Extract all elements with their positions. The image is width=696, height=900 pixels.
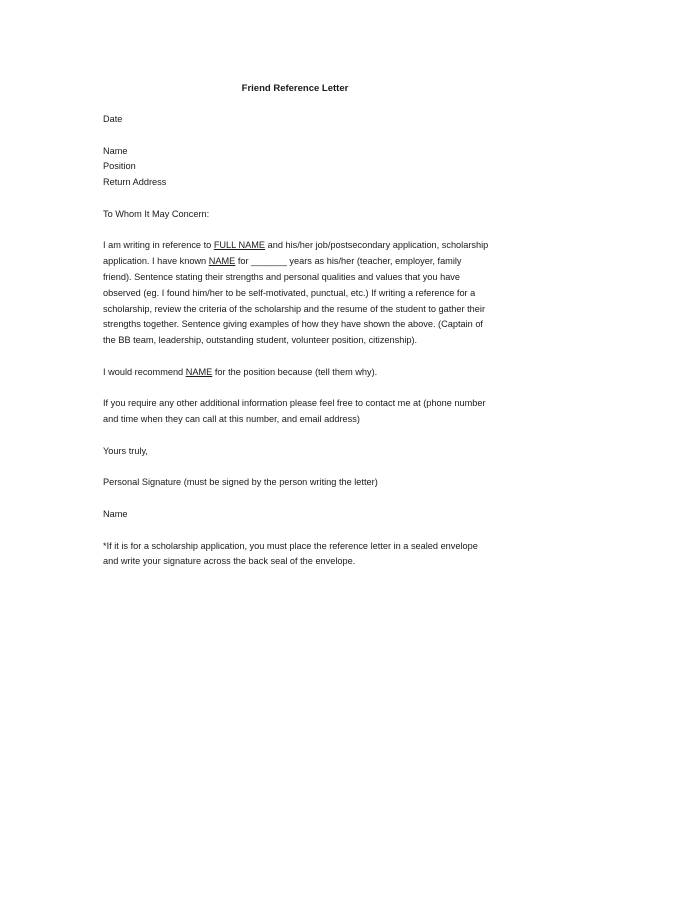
recipient-position: Position	[103, 161, 136, 172]
paragraph-line: and time when they can call at this number, and email address)	[103, 414, 360, 425]
letter-body	[103, 112, 503, 586]
recipient-block	[103, 144, 503, 191]
paragraph-line: the BB team, leadership, outstanding student, volunteer position, citizenship).	[103, 335, 418, 346]
paragraph-recommendation	[103, 365, 503, 381]
signer-name: Name	[103, 508, 128, 519]
paragraph-contact	[103, 396, 503, 428]
return-address: Return Address	[103, 177, 167, 188]
text-run: for _______ years as his/her (teacher, employer, family	[235, 256, 462, 267]
paragraph-line: If you require any other additional information please feel free to contact me at (phone number	[103, 398, 486, 409]
text-run: and his/her job/postsecondary application, scholarship	[265, 240, 489, 251]
letter-title: Friend Reference Letter	[241, 83, 349, 94]
paragraph-line: scholarship, review the criteria of the scholarship and the resume of the student to gather their	[103, 303, 485, 314]
paragraph-introduction	[103, 238, 503, 349]
paragraph-line: and write your signature across the back seal of the envelope.	[103, 556, 356, 567]
paragraph-line: observed (eg. I found him/her to be self-motivated, punctual, etc.) If writing a reference for a	[103, 287, 476, 298]
full-name-placeholder: FULL NAME	[213, 240, 266, 251]
footnote	[103, 539, 503, 571]
text-run: I would recommend	[103, 366, 186, 377]
paragraph-line	[103, 238, 503, 254]
salutation: To Whom It May Concern:	[103, 208, 210, 219]
signature-line: Personal Signature (must be signed by the person writing the letter)	[103, 477, 378, 488]
text-run: I am writing in reference to	[103, 240, 214, 251]
text-run: for the position because (tell them why).	[212, 366, 378, 377]
paragraph-line	[103, 254, 503, 270]
date-line: Date	[103, 114, 123, 124]
paragraph-line: *If it is for a scholarship application, you must place the reference letter in a sealed envelope	[103, 540, 478, 551]
recipient-name: Name	[103, 145, 128, 156]
name-placeholder: NAME	[208, 256, 236, 267]
paragraph-line: strengths together. Sentence giving examples of how they have shown the above. (Captain of	[103, 319, 483, 330]
text-run: application. I have known	[103, 256, 209, 267]
name-placeholder: NAME	[185, 366, 213, 377]
paragraph-line: friend). Sentence stating their strengths and personal qualities and values that you have	[103, 271, 461, 282]
closing: Yours truly,	[103, 445, 148, 456]
